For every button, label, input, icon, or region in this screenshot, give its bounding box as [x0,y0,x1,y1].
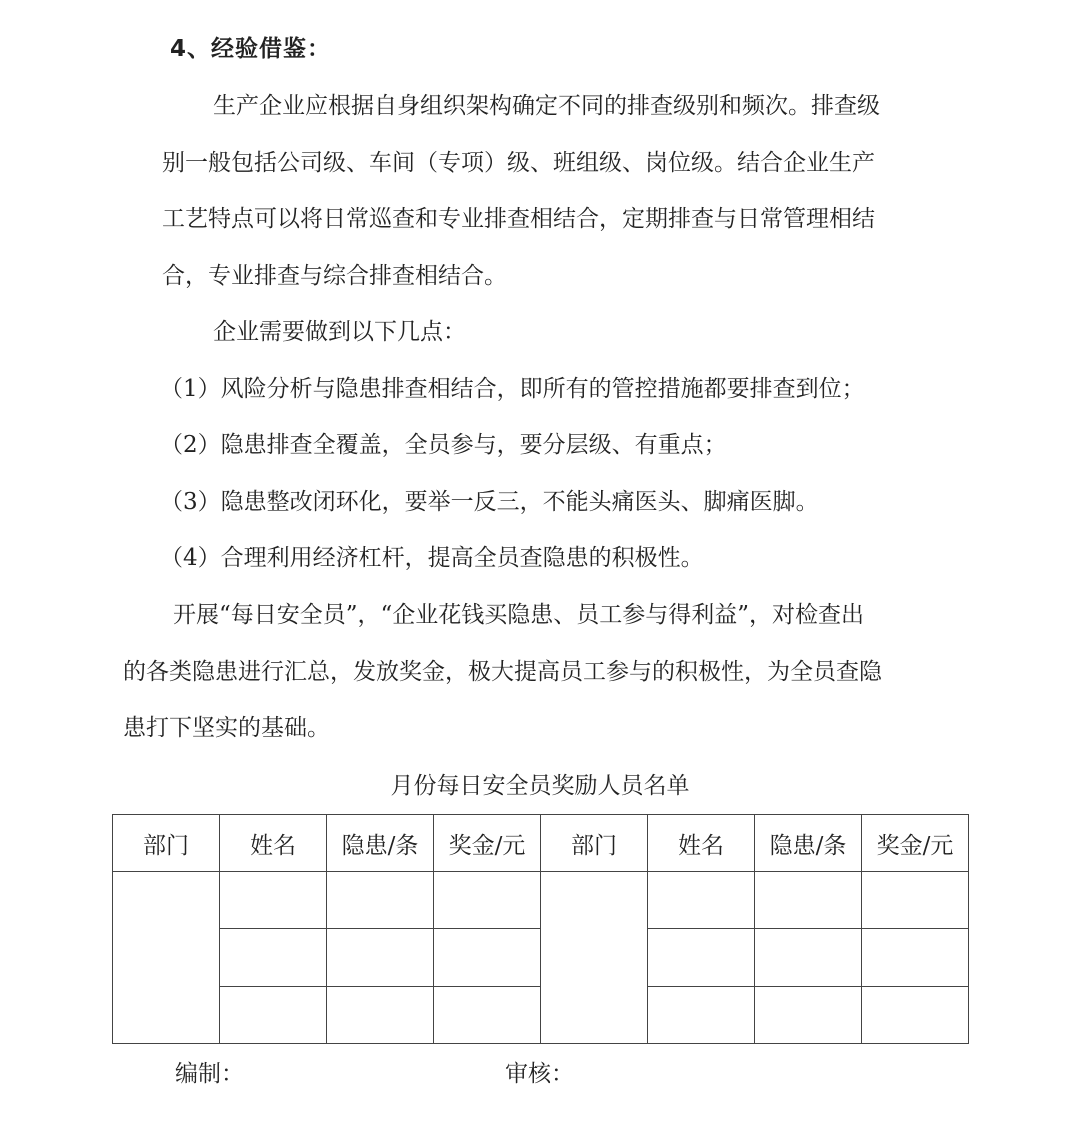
paragraph-line: 别一般包括公司级、车间（专项）级、班组级、岗位级。结合企业生产 [162,150,875,176]
table-cell [648,872,755,929]
table-cell [220,872,327,929]
table-cell [862,872,969,929]
reviewed-by-label: 审核： [505,1061,574,1087]
table-cell [327,872,434,929]
table-cell [327,986,434,1043]
list-item: （2）隐患排查全覆盖，全员参与，要分层级、有重点； [160,432,727,458]
table-cell [862,929,969,986]
header-name: 姓名 [220,815,327,872]
paragraph-line: 开展“每日安全员”，“企业花钱买隐患、员工参与得利益”，对检查出 [173,602,865,628]
table-cell [434,872,541,929]
intro-line: 企业需要做到以下几点： [213,319,466,345]
paragraph-line: 生产企业应根据自身组织架构确定不同的排查级别和频次。排查级 [213,93,880,119]
table-cell [648,929,755,986]
header-bonus: 奖金/元 [434,815,541,872]
header-name: 姓名 [648,815,755,872]
header-department: 部门 [113,815,220,872]
table-header-row [113,815,969,872]
table-cell [648,986,755,1043]
reward-roster-table [112,814,969,1044]
table-row [113,872,969,929]
paragraph-line: 合，专业排查与综合排查相结合。 [162,263,507,289]
table-cell [220,986,327,1043]
table-caption: 月份每日安全员奖励人员名单 [390,773,690,799]
table-cell [755,986,862,1043]
paragraph-line: 工艺特点可以将日常巡查和专业排查相结合，定期排查与日常管理相结 [162,206,875,232]
list-item: （4）合理利用经济杠杆，提高全员查隐患的积极性。 [160,545,704,571]
paragraph-line: 的各类隐患进行汇总，发放奖金，极大提高员工参与的积极性，为全员查隐 [123,659,882,685]
compiled-by-label: 编制： [175,1061,244,1087]
table-cell [434,986,541,1043]
table-cell [862,986,969,1043]
table-cell [327,929,434,986]
section-heading: 4、经验借鉴： [170,36,332,62]
paragraph-line: 患打下坚实的基础。 [123,715,330,741]
table-cell [755,929,862,986]
header-hazards: 隐患/条 [755,815,862,872]
header-department: 部门 [541,815,648,872]
table-cell [220,929,327,986]
list-item: （1）风险分析与隐患排查相结合，即所有的管控措施都要排查到位； [160,376,865,402]
department-cell [541,872,648,1044]
table-cell [755,872,862,929]
list-item: （3）隐患整改闭环化，要举一反三，不能头痛医头、脚痛医脚。 [160,489,819,515]
table-cell [434,929,541,986]
header-bonus: 奖金/元 [862,815,969,872]
header-hazards: 隐患/条 [327,815,434,872]
department-cell [113,872,220,1044]
